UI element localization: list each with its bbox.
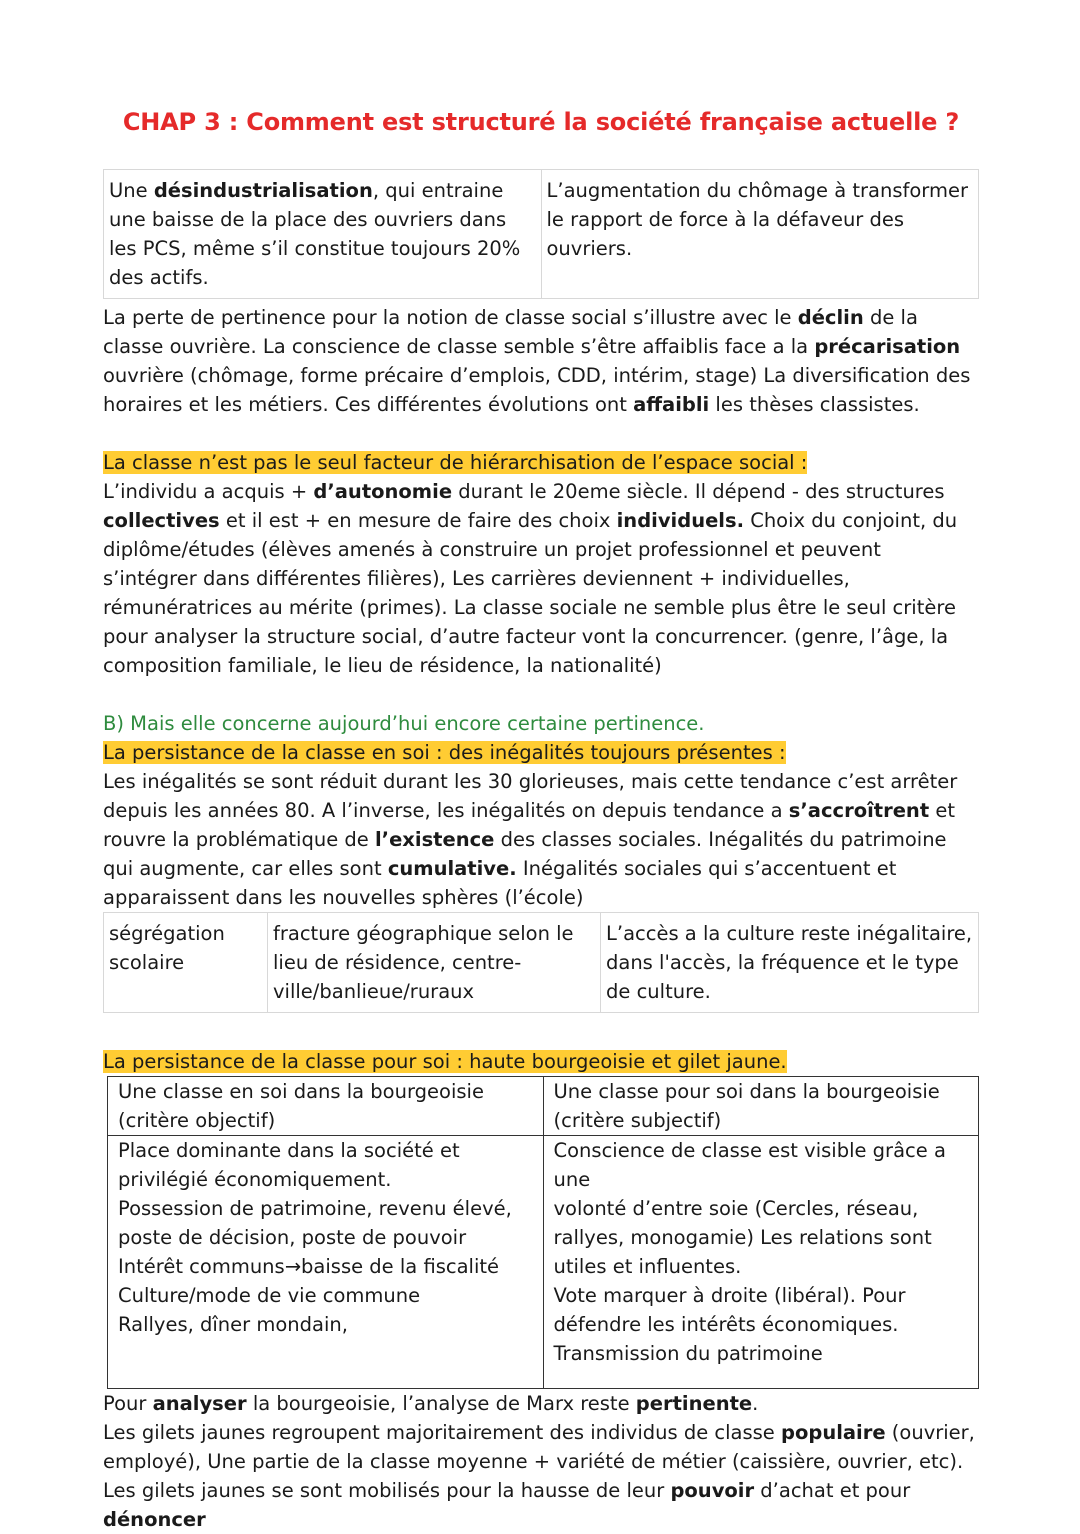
- spacer: [103, 1017, 979, 1047]
- highlighted-heading: La classe n’est pas le seul facteur de hiérarchisation de l’espace social :: [103, 451, 808, 474]
- bold-term: dénoncer: [103, 1508, 206, 1531]
- inequalities-table: [103, 912, 979, 1013]
- text: , qui entraine une baisse de la place des ouvriers dans les PCS, même s’il constitue toujours 20% des actifs.: [109, 179, 521, 289]
- table3-head-left: Une classe en soi dans la bourgeoisie (critère objectif): [108, 1077, 544, 1136]
- table-line: privilégié économiquement.: [118, 1168, 392, 1191]
- text: durant le 20eme siècle. Il dépend - des structures: [452, 480, 945, 503]
- text: la bourgeoisie, l’analyse de Marx reste: [246, 1392, 636, 1415]
- table-line: utiles et influentes.: [553, 1255, 742, 1278]
- text: Les inégalités se sont réduit durant les 30 glorieuses, mais cette tendance c’est arrêter depuis les années 80. A l’inverse, les inégalités on depuis tendance a: [103, 770, 958, 822]
- bold-term: l’existence: [374, 828, 495, 851]
- highlighted-heading: La persistance de la classe pour soi : haute bourgeoisie et gilet jaune.: [103, 1050, 787, 1073]
- section-heading-classe-pour-soi: [103, 1047, 979, 1076]
- text: d’achat et pour: [754, 1479, 911, 1502]
- table3-head-right: Une classe pour soi dans la bourgeoisie (critère subjectif): [543, 1077, 979, 1136]
- text: Inégalités sociales qui s’accentuent et apparaissent dans les nouvelles sphères (l’école): [103, 857, 897, 909]
- text: Une: [109, 179, 154, 202]
- spacer: [103, 680, 979, 709]
- text: de la classe ouvrière. La conscience de classe semble s’être affaiblis face a la: [103, 306, 918, 358]
- paragraph-gilets-jaunes-2: [103, 1476, 979, 1534]
- bold-term: pouvoir: [670, 1479, 755, 1502]
- text: les thèses classistes.: [709, 393, 920, 416]
- table-line: Possession de patrimoine, revenu élevé,: [118, 1197, 512, 1220]
- bold-term: désindustrialisation: [153, 179, 373, 202]
- text: et il est + en mesure de faire des choix: [219, 509, 617, 532]
- bold-term: pertinente: [635, 1392, 753, 1415]
- deindustrialisation-table: [103, 169, 979, 299]
- table2-col1: ségrégation scolaire: [104, 913, 268, 1013]
- document-page: [103, 100, 979, 1534]
- highlighted-heading: La persistance de la classe en soi : des inégalités toujours présentes :: [103, 741, 786, 764]
- bold-term: affaibli: [633, 393, 710, 416]
- text: (ouvrier, employé), Une partie de la classe moyenne + variété de métier (caissière, ouvrier, etc).: [103, 1421, 975, 1473]
- table-line: Vote marquer à droite (libéral). Pour: [553, 1284, 906, 1307]
- text: Choix du conjoint, du diplôme/études (élèves amenés à construire un projet professionnel et peuvent s’intégrer dans différentes filières), Les carrières deviennent + individuelles, rémunératrices au mérite (primes). La classe sociale ne semble plus être le seul critère pour analyser la structure social, d’autre facteur vont la concurrencer. (genre, l’âge, la composition familiale, le lieu de résidence, la nationalité): [103, 509, 958, 677]
- table3-body-left: [108, 1136, 544, 1389]
- table-line: Intérêt communs→baisse de la fiscalité: [118, 1255, 500, 1278]
- table-line: Transmission du patrimoine: [553, 1342, 823, 1365]
- text: Les gilets jaunes regroupent majoritairement des individus de classe: [103, 1421, 782, 1444]
- paragraph-autonomy: [103, 477, 979, 680]
- bold-term: précarisation: [814, 335, 961, 358]
- table-line: poste de décision, poste de pouvoir: [118, 1226, 467, 1249]
- paragraph-decline: [103, 303, 979, 419]
- text: des classes sociales. Inégalités du patrimoine qui augmente, car elles sont: [103, 828, 947, 880]
- bold-term: s’accroîtrent: [788, 799, 930, 822]
- bold-term: populaire: [781, 1421, 886, 1444]
- table-line: Conscience de classe est visible grâce a une: [553, 1139, 946, 1191]
- paragraph-gilets-jaunes-1: [103, 1418, 979, 1476]
- table1-left-cell: [104, 170, 542, 299]
- spacer: [103, 419, 979, 448]
- table1-right-cell: L’augmentation du chômage à transformer le rapport de force à la défaveur des ouvriers.: [541, 170, 979, 299]
- bold-term: collectives: [103, 509, 220, 532]
- text: .: [752, 1392, 759, 1415]
- paragraph-marx: [103, 1389, 979, 1418]
- table2-col3: L’accès a la culture reste inégalitaire, dans l'accès, la fréquence et le type de culture.: [601, 913, 979, 1013]
- text: L’individu a acquis +: [103, 480, 314, 503]
- table-line: Culture/mode de vie commune: [118, 1284, 421, 1307]
- table3-body-right: [543, 1136, 979, 1389]
- bold-term: analyser: [152, 1392, 247, 1415]
- bold-term: déclin: [797, 306, 864, 329]
- section-heading-hierarchy: [103, 448, 979, 477]
- bold-term: d’autonomie: [313, 480, 453, 503]
- table-line: rallyes, monogamie) Les relations sont: [553, 1226, 932, 1249]
- paragraph-inequalities: [103, 767, 979, 912]
- text: et rouvre la problématique de: [103, 799, 955, 851]
- subheading-b: B) Mais elle concerne aujourd’hui encore certaine pertinence.: [103, 712, 705, 735]
- table2-col2: fracture géographique selon le lieu de résidence, centre-ville/banlieue/ruraux: [268, 913, 601, 1013]
- bold-term: individuels.: [616, 509, 744, 532]
- section-heading-classe-en-soi: [103, 738, 979, 767]
- text: Les gilets jaunes se sont mobilisés pour la hausse de leur: [103, 1479, 671, 1502]
- table-line: Place dominante dans la société et: [118, 1139, 460, 1162]
- page-title: CHAP 3 : Comment est structuré la société française actuelle ?: [122, 108, 960, 136]
- text: Pour: [103, 1392, 153, 1415]
- text: La perte de pertinence pour la notion de classe social s’illustre avec le: [103, 306, 798, 329]
- text: ouvrière (chômage, forme précaire d’emplois, CDD, intérim, stage) La diversification des horaires et les métiers. Ces différentes évolutions ont: [103, 364, 971, 416]
- table-line: Rallyes, dîner mondain,: [118, 1313, 348, 1336]
- bold-term: cumulative.: [387, 857, 517, 880]
- table-line: volonté d’entre soie (Cercles, réseau,: [553, 1197, 919, 1220]
- table-line: défendre les intérêts économiques.: [553, 1313, 899, 1336]
- bourgeoisie-table: [107, 1076, 979, 1389]
